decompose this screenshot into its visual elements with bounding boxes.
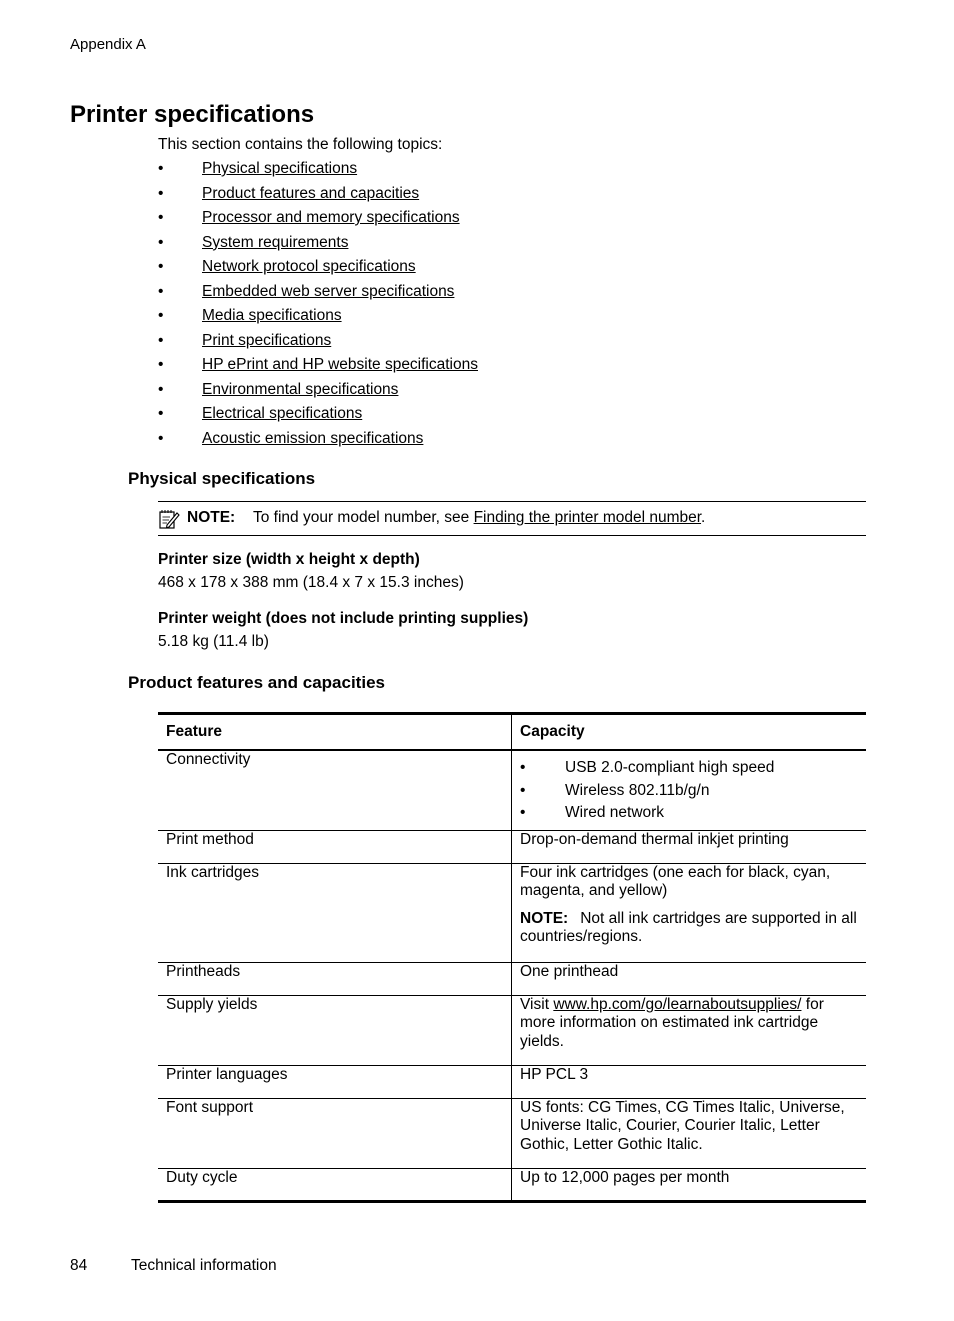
topic-link-electrical[interactable]: Electrical specifications [202, 405, 363, 422]
topic-link-print[interactable]: Print specifications [202, 331, 332, 349]
supply-pre: Visit [520, 995, 554, 1013]
bullet: • [158, 258, 164, 275]
page-title: Printer specifications [70, 101, 315, 128]
bullet: • [158, 184, 164, 202]
table-row [158, 995, 866, 1065]
size-label: Printer size (width x height x depth) [158, 551, 420, 568]
capacity-cell [512, 750, 867, 830]
topic-link-network[interactable]: Network protocol specifications [202, 258, 416, 275]
bullet: • [158, 209, 164, 226]
bullet: • [520, 781, 526, 799]
topic-link-system[interactable]: System requirements [202, 233, 349, 251]
capacity-cell: HP PCL 3 [512, 1065, 867, 1098]
topic-link-acoustic[interactable]: Acoustic emission specifications [202, 429, 424, 447]
note-label: NOTE: [187, 509, 236, 526]
list-item-text: Wired network [565, 804, 665, 821]
list-item [520, 780, 858, 803]
bullet: • [158, 380, 164, 398]
supply-post: for more information on estimated ink cartridge yields. [520, 995, 824, 1050]
table-row [158, 1065, 866, 1098]
capacity-cell: Drop-on-demand thermal inkjet printing [512, 830, 867, 863]
list-item-text: Wireless 802.11b/g/n [565, 781, 710, 799]
physical-heading: Physical specifications [128, 469, 316, 488]
capacity-cell: Up to 12,000 pages per month [512, 1168, 867, 1201]
bullet: • [158, 331, 164, 349]
feature-cell: Printheads [158, 962, 512, 995]
list-item [520, 757, 858, 780]
feature-cell: Printer languages [158, 1065, 512, 1098]
table-row [158, 750, 866, 830]
features-table [158, 712, 866, 1203]
connectivity-list [520, 757, 858, 825]
list-item [520, 802, 858, 825]
running-header: Appendix A [70, 36, 146, 53]
capacity-cell [512, 995, 867, 1065]
table-row [158, 962, 866, 995]
topic-link-processor[interactable]: Processor and memory specifications [202, 209, 460, 226]
table-row [158, 1168, 866, 1201]
note-text [253, 509, 705, 527]
topic-link-features[interactable]: Product features and capacities [202, 184, 420, 202]
feature-cell: Print method [158, 830, 512, 863]
note-pencil-icon [158, 508, 180, 530]
feature-cell: Duty cycle [158, 1168, 512, 1201]
features-heading: Product features and capacities [128, 673, 385, 692]
topic-link-physical[interactable]: Physical specifications [202, 160, 358, 177]
bullet: • [158, 160, 164, 177]
feature-cell: Supply yields [158, 995, 512, 1065]
bullet: • [158, 307, 164, 324]
learn-about-supplies-link[interactable]: www.hp.com/go/learnaboutsupplies/ [553, 995, 802, 1013]
model-number-link[interactable]: Finding the printer model number [473, 509, 702, 526]
note-box [158, 501, 866, 536]
ink-capacity-text: Four ink cartridges (one each for black, cyan, magenta, and yellow) [520, 863, 831, 899]
table-header-row [158, 714, 866, 751]
list-item-text: USB 2.0-compliant high speed [565, 759, 775, 776]
capacity-cell: US fonts: CG Times, CG Times Italic, Universe, Universe Italic, Courier, Courier Italic, Letter Gothic, Letter Gothic Italic. [512, 1098, 867, 1168]
capacity-cell: One printhead [512, 962, 867, 995]
topic-link-media[interactable]: Media specifications [202, 307, 342, 324]
feature-cell: Font support [158, 1098, 512, 1168]
feature-cell: Connectivity [158, 750, 512, 830]
intro-text: This section contains the following topics: [158, 136, 443, 153]
size-value: 468 x 178 x 388 mm (18.4 x 7 x 15.3 inches) [158, 574, 464, 591]
col-capacity: Capacity [512, 714, 867, 751]
note-text-end: . [701, 509, 706, 526]
page-number: 84 [70, 1257, 88, 1274]
topic-link-ews[interactable]: Embedded web server specifications [202, 282, 455, 300]
col-feature: Feature [158, 714, 512, 751]
note-text-body: To find your model number, see [253, 509, 474, 526]
table-row [158, 830, 866, 863]
feature-cell: Ink cartridges [158, 863, 512, 962]
bullet: • [158, 405, 164, 422]
bullet: • [520, 759, 526, 776]
bullet: • [158, 429, 164, 447]
weight-value: 5.18 kg (11.4 lb) [158, 633, 269, 650]
ink-note-label: NOTE: [520, 909, 569, 927]
weight-label: Printer weight (does not include printing supplies) [158, 610, 529, 627]
ink-note [520, 910, 858, 947]
topic-link-eprint[interactable]: HP ePrint and HP website specifications [202, 356, 478, 373]
bullet: • [158, 282, 164, 300]
bullet: • [158, 233, 164, 251]
bullet: • [158, 356, 164, 373]
topic-link-environmental[interactable]: Environmental specifications [202, 380, 399, 398]
table-row [158, 1098, 866, 1168]
capacity-cell [512, 863, 867, 962]
bullet: • [520, 804, 526, 821]
table-row [158, 863, 866, 962]
footer-section: Technical information [131, 1257, 277, 1274]
ink-note-text: Not all ink cartridges are supported in all countries/regions. [520, 909, 857, 945]
